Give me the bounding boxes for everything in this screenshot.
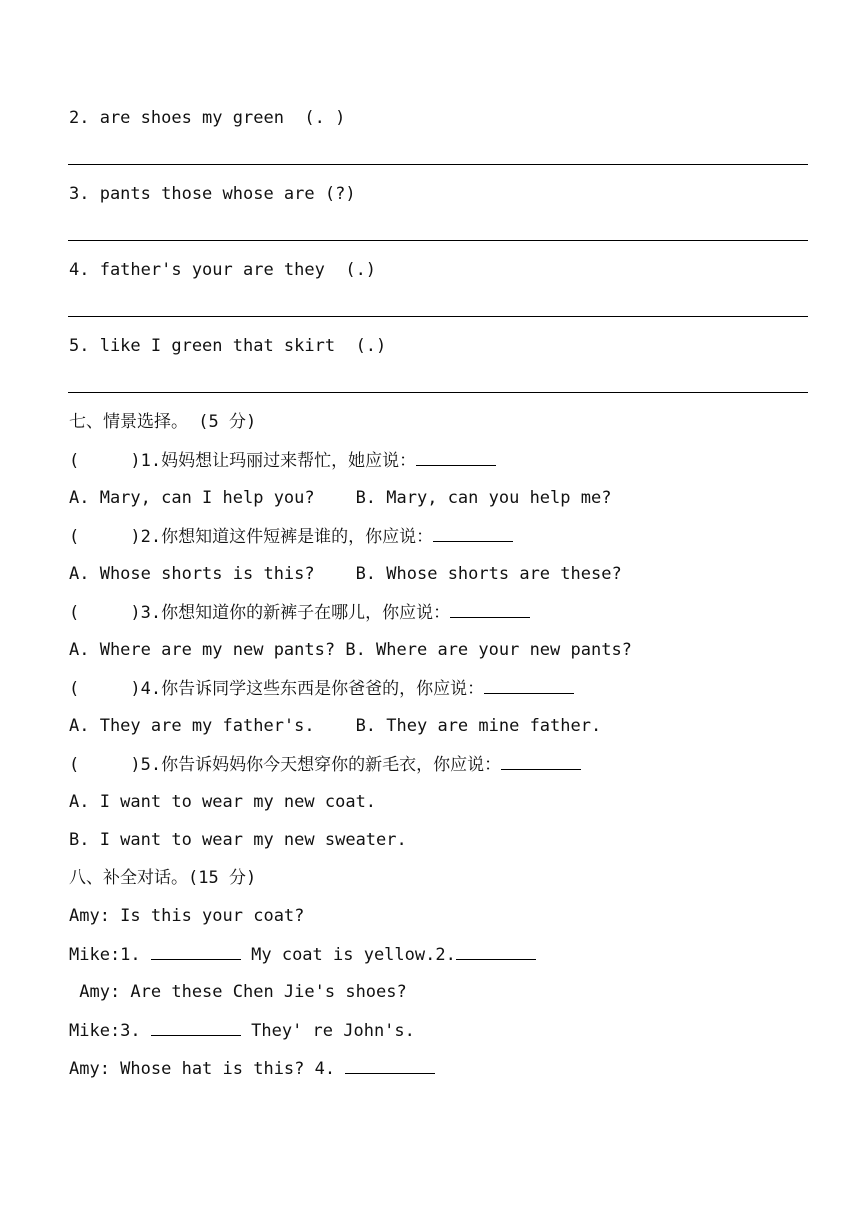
dialogue-blank-1[interactable] — [151, 943, 241, 960]
question-7-5 — [69, 753, 581, 776]
answer-blank[interactable] — [416, 449, 496, 466]
question-prompt: ( )3.你想知道你的新裤子在哪儿，你应说： — [69, 603, 451, 623]
answer-blank[interactable] — [484, 677, 574, 694]
dialogue-text: Mike:1. — [69, 945, 151, 965]
answer-line-2 — [68, 164, 808, 165]
question-7-4-options: A. They are my father's. B. They are mine father. — [69, 716, 602, 736]
question-prompt: ( )2.你想知道这件短裤是谁的，你应说： — [69, 527, 434, 547]
reorder-item-3: 3. pants those whose are (?) — [69, 184, 356, 204]
section-8-title: 八、补全对话。(15 分) — [69, 868, 257, 888]
dialogue-line-1: Amy: Is this your coat? — [69, 906, 305, 926]
answer-line-3 — [68, 240, 808, 241]
question-prompt: ( )4.你告诉同学这些东西是你爸爸的，你应说： — [69, 679, 485, 699]
dialogue-text: They' re John's. — [240, 1021, 415, 1041]
answer-blank[interactable] — [450, 601, 530, 618]
question-prompt: ( )1.妈妈想让玛丽过来帮忙，她应说： — [69, 451, 417, 471]
question-7-2-options: A. Whose shorts is this? B. Whose shorts are these? — [69, 564, 622, 584]
question-7-5-option-b: B. I want to wear my new sweater. — [69, 830, 407, 850]
dialogue-text: Mike:3. — [69, 1021, 151, 1041]
answer-blank[interactable] — [501, 753, 581, 770]
dialogue-line-2 — [69, 943, 536, 966]
answer-line-5 — [68, 392, 808, 393]
answer-blank[interactable] — [433, 525, 513, 542]
dialogue-line-5 — [69, 1057, 435, 1080]
question-7-3 — [69, 601, 530, 624]
dialogue-line-4 — [69, 1019, 415, 1042]
dialogue-line-3: Amy: Are these Chen Jie's shoes? — [69, 982, 407, 1002]
dialogue-text: My coat is yellow.2. — [240, 945, 456, 965]
answer-line-4 — [68, 316, 808, 317]
reorder-item-5: 5. like I green that skirt (.) — [69, 336, 387, 356]
question-7-4 — [69, 677, 574, 700]
question-7-5-option-a: A. I want to wear my new coat. — [69, 792, 377, 812]
question-7-2 — [69, 525, 513, 548]
dialogue-text: Amy: Whose hat is this? 4. — [69, 1059, 346, 1079]
dialogue-blank-4[interactable] — [345, 1057, 435, 1074]
reorder-item-4: 4. father's your are they (.) — [69, 260, 377, 280]
question-prompt: ( )5.你告诉妈妈你今天想穿你的新毛衣，你应说： — [69, 755, 502, 775]
question-7-3-options: A. Where are my new pants? B. Where are your new pants? — [69, 640, 632, 660]
question-7-1-options: A. Mary, can I help you? B. Mary, can you help me? — [69, 488, 612, 508]
question-7-1 — [69, 449, 496, 472]
dialogue-blank-3[interactable] — [151, 1019, 241, 1036]
section-7-title: 七、情景选择。 (5 分) — [69, 412, 257, 432]
reorder-item-2: 2. are shoes my green (. ) — [69, 108, 346, 128]
dialogue-blank-2[interactable] — [456, 943, 536, 960]
